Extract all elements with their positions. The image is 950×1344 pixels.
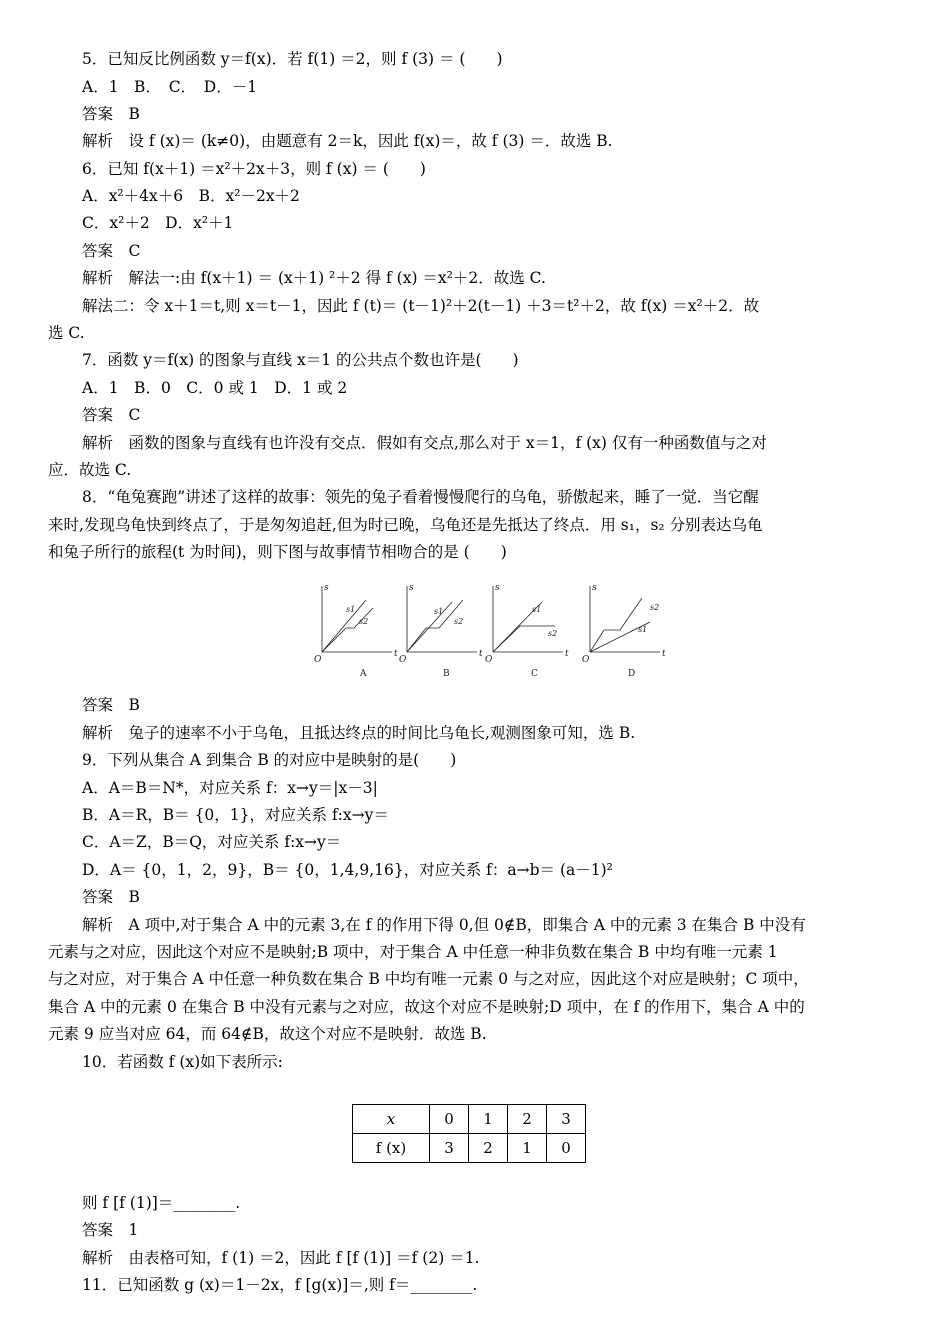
q10-stem: 10．若函数 f (x)如下表所示: [82, 1053, 283, 1071]
panel-d-origin: O [582, 655, 590, 665]
q5-stem: 5．已知反比例函数 y＝f(x)．若 f(1) ＝2，则 f (3) ＝ ( ) [82, 50, 503, 68]
q9-analysis-2: 元素与之对应，因此这个对应不是映射;B 项中，对于集合 A 中任意一种非负数在集合 B 中均有唯一元素 1 [48, 943, 778, 961]
table-row [353, 1134, 586, 1163]
panel-d-t-label: t [662, 649, 666, 659]
panel-a-origin: O [314, 655, 322, 665]
q8-answer: 答案 B [82, 696, 140, 714]
q11-stem: 11．已知函数 g (x)＝1－2x，f [g(x)]＝,则 f＝________. [82, 1276, 478, 1294]
panel-c-t-label: t [565, 649, 569, 659]
q5-answer: 答案 B [82, 105, 140, 123]
q6-stem: 6．已知 f(x＋1) ＝x²＋2x＋3，则 f (x) ＝ ( ) [82, 160, 426, 178]
q7-analysis-2: 应．故选 C. [48, 461, 132, 479]
table-header-x: x [353, 1105, 430, 1134]
table-cell: 2 [469, 1134, 508, 1163]
table-cell: 2 [508, 1105, 547, 1134]
table-cell: 1 [469, 1105, 508, 1134]
table-cell: 3 [430, 1134, 469, 1163]
panel-a-s1: s1 [346, 605, 356, 614]
panel-b-s1: s1 [434, 607, 444, 616]
q9-answer: 答案 B [82, 888, 140, 906]
q6-analysis-2: 解法二：令 x＋1＝t,则 x＝t－1，因此 f (t)＝ (t－1)²＋2(t－1) ＋3＝t²＋2，故 f(x) ＝x²＋2．故 [82, 297, 760, 315]
panel-c-s2: s2 [548, 629, 558, 638]
function-table [352, 1104, 586, 1163]
q10-analysis: 解析 由表格可知，f (1) ＝2，因此 f [f (1)] ＝f (2) ＝1. [82, 1249, 480, 1267]
q9-analysis-4: 集合 A 中的元素 0 在集合 B 中没有元素与之对应，故这个对应不是映射;D 项中，在 f 的作用下，集合 A 中的 [48, 998, 805, 1016]
q5-options: A．1 B． C． D．－1 [82, 78, 258, 96]
q9-option-a: A．A＝B＝N*，对应关系 f：x→y＝|x－3| [82, 779, 378, 797]
panel-c-s-label: s [495, 583, 500, 593]
panel-c-caption: C [531, 669, 538, 679]
panel-c-origin: O [485, 655, 493, 665]
panel-b-s-label: s [409, 583, 414, 593]
q8-stem-1: 8．“龟兔赛跑”讲述了这样的故事：领先的兔子看着慢慢爬行的乌龟，骄傲起来，睡了一觉．当它醒 [82, 488, 759, 506]
panel-a-t-label: t [394, 649, 398, 659]
q7-analysis-1: 解析 函数的图象与直线有也许没有交点．假如有交点,那么对于 x＝1，f (x) 仅有一种函数值与之对 [82, 434, 767, 452]
table-cell: 0 [547, 1134, 586, 1163]
panel-d-s1: s1 [638, 625, 648, 634]
q6-analysis-1: 解析 解法一:由 f(x＋1) ＝ (x＋1) ²＋2 得 f (x) ＝x²＋2．故选 C. [82, 269, 546, 287]
q7-answer: 答案 C [82, 406, 141, 424]
q8-analysis: 解析 兔子的速率不小于乌龟，且抵达终点的时间比乌龟长,观测图象可知，选 B. [82, 724, 636, 742]
q7-stem: 7．函数 y＝f(x) 的图象与直线 x＝1 的公共点个数也许是( ) [82, 351, 519, 369]
table-header-fx: f (x) [353, 1134, 430, 1163]
q9-option-b: B．A＝R，B＝ {0，1}，对应关系 f:x→y＝ [82, 806, 389, 824]
q8-stem-3: 和兔子所行的旅程(t 为时间)，则下图与故事情节相吻合的是 ( ) [48, 543, 507, 561]
q9-option-c: C．A＝Z，B＝Q，对应关系 f:x→y＝ [82, 833, 342, 851]
q7-options: A．1 B．0 C．0 或 1 D．1 或 2 [82, 379, 348, 397]
table-row [353, 1105, 586, 1134]
panel-d-s-label: s [592, 583, 597, 593]
q9-analysis-3: 与之对应，对于集合 A 中任意一种负数在集合 B 中均有唯一元素 0 与之对应，因此这个对应是映射；C 项中， [48, 970, 809, 988]
panel-a-s2: s2 [359, 617, 369, 626]
q5-analysis: 解析 设 f (x)＝ (k≠0)，由题意有 2＝k，因此 f(x)＝，故 f (3) ＝．故选 B. [82, 132, 613, 150]
q10-question: 则 f [f (1)]＝________. [82, 1194, 241, 1212]
table-cell: 1 [508, 1134, 547, 1163]
table-cell: 3 [547, 1105, 586, 1134]
q9-analysis-5: 元素 9 应当对应 64，而 64∉B，故这个对应不是映射．故选 B. [48, 1025, 487, 1043]
panel-d-s2: s2 [650, 603, 660, 612]
q6-options-cd: C．x²＋2 D．x²＋1 [82, 214, 234, 232]
panel-a-s-label: s [324, 583, 329, 593]
q6-analysis-2b: 选 C. [48, 324, 85, 342]
table-cell: 0 [430, 1105, 469, 1134]
q10-answer: 答案 1 [82, 1221, 139, 1239]
panel-b-s2: s2 [454, 617, 464, 626]
race-graphs-svg [300, 578, 680, 688]
q8-stem-2: 来时,发现乌龟快到终点了，于是匆匆追赶,但为时已晚，乌龟还是先抵达了终点．用 s₁，s₂ 分别表达乌龟 [48, 516, 763, 534]
panel-b-t-label: t [479, 649, 483, 659]
panel-b-origin: O [399, 655, 407, 665]
q6-answer: 答案 C [82, 242, 141, 260]
panel-a-caption: A [360, 669, 367, 679]
q9-stem: 9．下列从集合 A 到集合 B 的对应中是映射的是( ) [82, 751, 457, 769]
q6-options-ab: A．x²＋4x＋6 B．x²－2x＋2 [82, 187, 300, 205]
panel-c-s1: s1 [532, 605, 542, 614]
q9-option-d: D．A＝ {0，1，2，9}，B＝ {0，1,4,9,16}，对应关系 f：a→b＝ (a－1)² [82, 861, 613, 879]
q9-analysis-1: 解析 A 项中,对于集合 A 中的元素 3,在 f 的作用下得 0,但 0∉B，即集合 A 中的元素 3 在集合 B 中没有 [82, 916, 806, 934]
panel-b-caption: B [443, 669, 450, 679]
panel-d-caption: D [628, 669, 636, 679]
race-graphs-figure [300, 578, 680, 688]
